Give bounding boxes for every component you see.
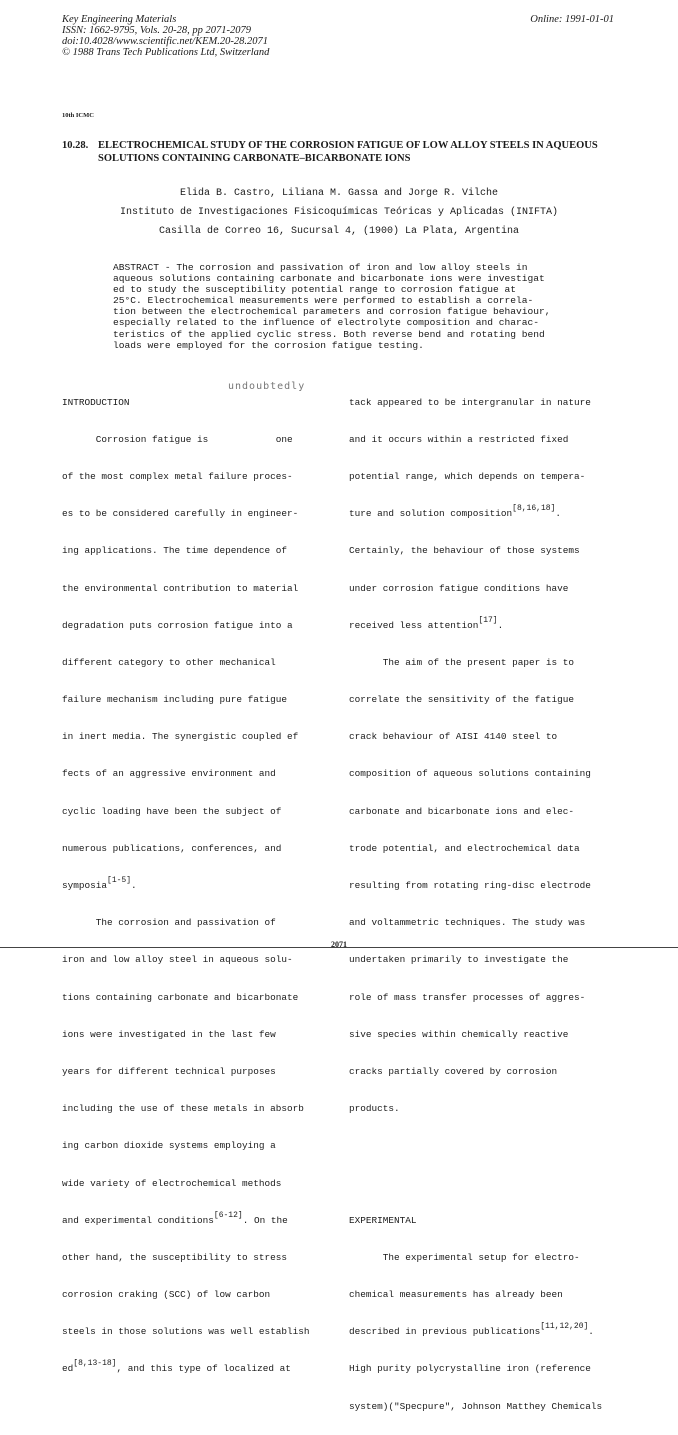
text-line: system)("Specpure", Johnson Matthey Chemicals <box>349 1400 603 1412</box>
text-line: ions were investigated in the last few <box>62 1028 276 1040</box>
text-line: potential range, which depends on tempera- <box>349 470 586 482</box>
text-line: sive species within chemically reactive <box>349 1028 569 1040</box>
text-line: products. <box>349 1103 400 1115</box>
text-line: The experimental setup for electro- <box>349 1251 580 1263</box>
issn-line: ISSN: 1662-9795, Vols. 20-28, pp 2071-2079 <box>62 25 251 36</box>
text-line: es to be considered carefully in engineer- <box>62 508 299 520</box>
citation-ref: [8,16,18] <box>512 504 556 514</box>
conference-label: 10th ICMC <box>62 112 94 119</box>
online-date: Online: 1991-01-01 <box>530 14 614 25</box>
text-line: including the use of these metals in absorb <box>62 1103 304 1115</box>
citation-block <box>62 14 269 58</box>
text-line: ing carbon dioxide systems employing a <box>62 1140 276 1152</box>
text-line: years for different technical purposes <box>62 1065 276 1077</box>
text-line: numerous publications, conferences, and <box>62 842 282 854</box>
text-line: Certainly, the behaviour of those systems <box>349 545 580 557</box>
text-line: trode potential, and electrochemical data <box>349 842 580 854</box>
author-address: Casilla de Correo 16, Sucursal 4, (1900) La Plata, Argentina <box>158 226 520 237</box>
text-line: tack appeared to be intergranular in nature <box>349 396 591 408</box>
citation-ref: [6-12] <box>213 1210 243 1220</box>
citation-ref: [8,13-18] <box>73 1359 117 1369</box>
text-line: cracks partially covered by corrosion <box>349 1065 558 1077</box>
paper-title <box>62 139 622 165</box>
title-number: 10.28. <box>62 140 89 151</box>
citation-ref: [17] <box>478 615 498 625</box>
text-line: Corrosion fatigue is one <box>62 433 293 445</box>
text-line: ing applications. The time dependence of <box>62 545 288 557</box>
copyright-line: © 1988 Trans Tech Publications Ltd, Switzerland <box>62 47 270 58</box>
text-line: undertaken primarily to investigate the <box>349 954 569 966</box>
abstract: ABSTRACT - The corrosion and passivation of iron and low alloy steels in aqueous solutions containing carbonate and bicarbonate ions were investigat ed to study the susceptibility potential range to corrosion fatigue at 25°C. Electrochemical measurements were performed to establish a correla- tion between the electrochemical parameters and corrosion fatigue behaviour, especially related to the influence of electrolyte composition and charac- teristics of the applied cyclic stress. Both reverse bend and rotating bend loads were employed for the corrosion fatigue testing. <box>113 262 551 351</box>
text-line: composition of aqueous solutions containing <box>349 768 591 780</box>
text-line: and experimental conditions[6-12]. On the <box>62 1210 288 1226</box>
text-line: of the most complex metal failure proces- <box>62 470 293 482</box>
text-line: carbonate and bicarbonate ions and elec- <box>349 805 575 817</box>
right-column <box>349 375 602 1435</box>
section-heading-introduction: INTRODUCTION <box>62 396 130 408</box>
citation-ref: [1-5] <box>107 876 132 886</box>
text-line: steels in those solutions was well establish <box>62 1326 310 1338</box>
text-line: described in previous publications[11,12,20]. <box>349 1322 594 1338</box>
text-line: received less attention[17]. <box>349 615 504 631</box>
page-number: 2071 <box>331 940 347 949</box>
title-line-1: ELECTROCHEMICAL STUDY OF THE CORROSION FATIGUE OF LOW ALLOY STEELS IN AQUEOUS <box>98 140 598 151</box>
text-line: corrosion craking (SCC) of low carbon <box>62 1289 271 1301</box>
doi-line: doi:10.4028/www.scientific.net/KEM.20-28.2071 <box>62 36 268 47</box>
blank-line <box>349 1137 602 1156</box>
text-line: High purity polycrystalline iron (reference <box>349 1363 591 1375</box>
text-line: under corrosion fatigue conditions have <box>349 582 569 594</box>
author-institute: Instituto de Investigaciones Fisicoquímicas Teóricas y Aplicadas (INIFTA) <box>119 207 559 218</box>
text-line: wide variety of electrochemical methods <box>62 1177 282 1189</box>
text-line: fects of an aggressive environment and <box>62 768 276 780</box>
text-line: symposia[1-5]. <box>62 876 137 892</box>
text-line: in inert media. The synergistic coupled ef <box>62 731 299 743</box>
title-line-2: SOLUTIONS CONTAINING CARBONATE–BICARBONATE IONS <box>98 153 411 164</box>
text-line: resulting from rotating ring-disc electrode <box>349 880 591 892</box>
text-line: cyclic loading have been the subject of <box>62 805 282 817</box>
author-names: Elida B. Castro, Liliana M. Gassa and Jorge R. Vilche <box>179 188 499 199</box>
text-line: and it occurs within a restricted fixed <box>349 433 569 445</box>
bottom-divider <box>0 947 678 948</box>
text-line: different category to other mechanical <box>62 656 276 668</box>
text-line: crack behaviour of AISI 4140 steel to <box>349 731 558 743</box>
text-line: ture and solution composition[8,16,18]. <box>349 504 562 520</box>
text-line: failure mechanism including pure fatigue <box>62 694 288 706</box>
handwritten-annotation: undoubtedly <box>228 381 306 392</box>
text-line: other hand, the susceptibility to stress <box>62 1251 288 1263</box>
text-line: The corrosion and passivation of <box>62 917 276 929</box>
left-column <box>62 375 310 1398</box>
text-line: iron and low alloy steel in aqueous solu- <box>62 954 293 966</box>
text-line: correlate the sensitivity of the fatigue <box>349 694 575 706</box>
text-line: The aim of the present paper is to <box>349 656 575 668</box>
author-block <box>0 184 678 241</box>
text-line: role of mass transfer processes of aggres- <box>349 991 586 1003</box>
section-heading-experimental: EXPERIMENTAL <box>349 1214 417 1226</box>
blank-line <box>349 1175 602 1194</box>
text-line: chemical measurements has already been <box>349 1289 563 1301</box>
text-line: and voltammetric techniques. The study was <box>349 917 586 929</box>
text-line: tions containing carbonate and bicarbonate <box>62 991 299 1003</box>
text-line: ed[8,13-18], and this type of localized at <box>62 1359 291 1375</box>
text-line: the environmental contribution to material <box>62 582 299 594</box>
citation-ref: [11,12,20] <box>540 1322 589 1332</box>
journal-name: Key Engineering Materials <box>62 14 177 25</box>
text-line: degradation puts corrosion fatigue into a <box>62 619 293 631</box>
